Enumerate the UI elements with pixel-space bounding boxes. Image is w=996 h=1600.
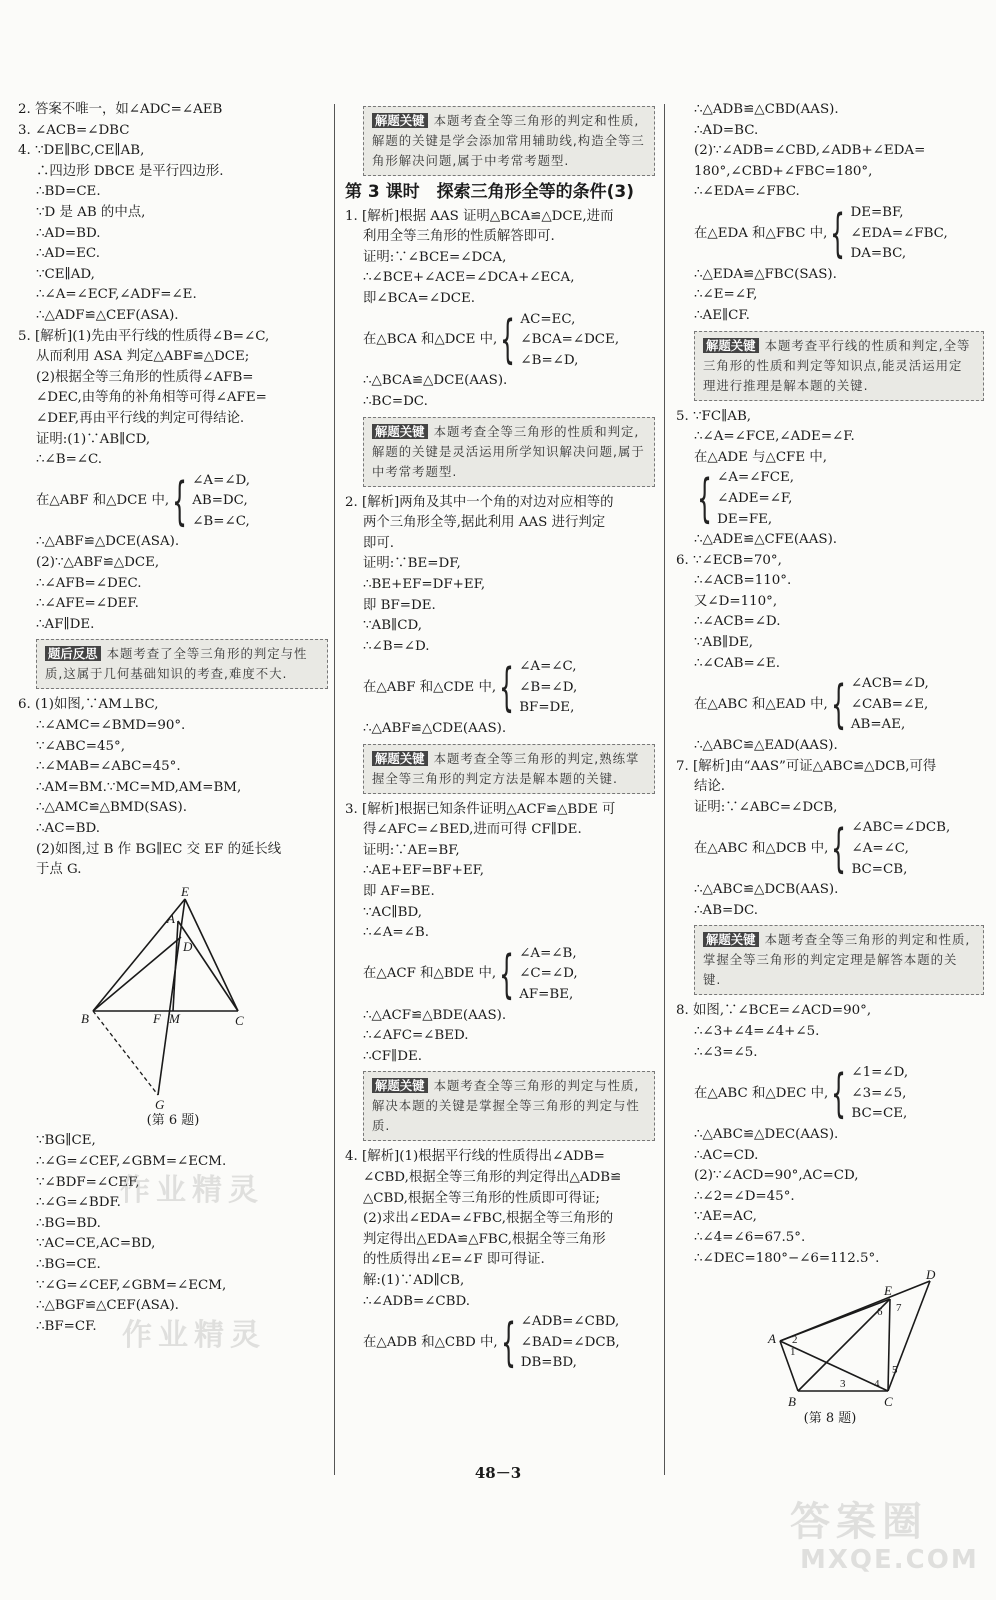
text-line: ∴∠ACB=∠D. <box>694 614 781 630</box>
vertex-label: A <box>167 910 175 926</box>
text-line: ∠DEC,由等角的补角相等可得∠AFE= <box>36 390 267 406</box>
text-line: ∴△ABF≌△DCE(ASA). <box>36 534 180 550</box>
condition: ∠B=∠D, <box>520 352 579 368</box>
condition: ∠EDA=∠FBC, <box>850 225 948 241</box>
equation-system <box>345 944 655 1006</box>
box-label: 题后反思 <box>45 646 101 661</box>
condition: ∠BAD=∠DCB, <box>520 1334 620 1350</box>
text-line: ∴∠B=∠C. <box>36 452 103 468</box>
angle-label: 2 <box>792 1334 798 1347</box>
text-line: 2. 答案不唯一，如∠ADC=∠AEB <box>18 102 223 117</box>
text-line: ∴BE+EF=DF+EF, <box>363 576 486 592</box>
text-line: ∴∠4=∠6=67.5°. <box>694 1229 806 1245</box>
text-line: ∴BG=BD. <box>36 1215 101 1231</box>
text-line: ∠DEF,再由平行线的判定可得结论. <box>36 410 245 426</box>
box-label: 解题关键 <box>372 424 428 439</box>
column-1 <box>18 100 328 1337</box>
text-line: ∴△ABF≌△CDE(AAS). <box>363 721 507 737</box>
condition: AF=BE, <box>519 987 574 1002</box>
text-line: ∵AE=AC, <box>694 1209 757 1225</box>
text-line: ∴∠AFE=∠DEF. <box>36 596 139 612</box>
brace: { <box>500 310 516 371</box>
vertex-label: D <box>183 938 193 954</box>
brace: { <box>831 819 847 880</box>
brace: { <box>172 471 188 532</box>
text-line: ∴CF∥DE. <box>363 1048 423 1064</box>
system-prefix: 在△BCA 和△DCE 中, <box>363 332 498 348</box>
text-line: ∴∠MAB=∠ABC=45°. <box>36 759 181 775</box>
text-line: 7. [解析]由“AAS”可证△ABC≌△DCB,可得 <box>676 758 937 774</box>
system-prefix: 在△ACF 和△BDE 中, <box>363 966 497 982</box>
text-line: ∴BG=CE. <box>36 1256 101 1272</box>
text-line: 证明:(1)∵AB∥CD, <box>36 431 151 447</box>
condition: AB=DC, <box>192 493 248 509</box>
watermark: 作业精灵 <box>120 1173 264 1208</box>
equation-system <box>18 471 328 533</box>
vertex-label: E <box>181 883 189 899</box>
column-divider <box>334 104 335 1475</box>
text-line: ∵AB∥CD, <box>363 618 422 634</box>
text-line: ∴AC=BD. <box>36 821 101 836</box>
text-line: 6. (1)如图,∵AM⊥BC, <box>18 697 159 713</box>
angle-label: 1 <box>790 1346 796 1359</box>
text-line: ∴∠A=∠FCE,∠ADE=∠F. <box>694 429 855 445</box>
text-line: ∴AM=BM.∵MC=MD,AM=BM, <box>36 779 242 795</box>
brace: { <box>499 944 515 1005</box>
watermark-url: MXQE.COM <box>800 1545 979 1575</box>
reflection-box <box>36 639 328 689</box>
key-point-box <box>363 106 655 176</box>
condition: ∠1=∠D, <box>851 1065 909 1081</box>
text-line: ∵D 是 AB 的中点, <box>36 204 146 220</box>
vertex-label: F <box>153 1010 161 1026</box>
condition: DA=BC, <box>850 246 907 262</box>
condition: AB=AE, <box>850 717 906 733</box>
condition: ∠ADE=∠F, <box>717 490 793 506</box>
system-prefix: 在△ABF 和△CDE 中, <box>363 679 497 695</box>
text-line: 结论. <box>694 779 726 795</box>
condition: DE=FE, <box>717 511 773 527</box>
geometry-diagram <box>73 881 273 1111</box>
box-text: 本题考查平行线的性质和判定,全等三角形的性质和判定等知识点,能灵活运用定理进行推理是解本题的关键. <box>703 337 971 393</box>
text-line: ∴AB=DC. <box>694 902 759 918</box>
system-prefix: 在△ABC 和△DEC 中, <box>694 1085 829 1101</box>
text-line: ∴△ABC≌△EAD(AAS). <box>694 738 838 754</box>
text-line: ∴∠3=∠5. <box>694 1044 758 1060</box>
text-line: 4. [解析](1)根据平行线的性质得出∠ADB= <box>345 1149 605 1165</box>
text-line: 5. ∵FC∥AB, <box>676 408 752 424</box>
condition: BF=DE, <box>519 700 575 716</box>
text-line: ∴BC=DC. <box>363 393 428 409</box>
text-line: ∴∠EDA=∠FBC. <box>694 184 800 200</box>
brace: { <box>830 675 846 736</box>
equation-system <box>676 468 984 530</box>
text-line: ∵BG∥CE, <box>36 1133 96 1149</box>
text-line: 180°,∠CBD+∠FBC=180°, <box>694 163 873 179</box>
text-line: ∴AF∥DE. <box>36 616 95 632</box>
text-line: ∵CE∥AD, <box>36 266 95 282</box>
box-label: 解题关键 <box>372 113 428 128</box>
text-line: (2)∵∠ACD=90°,AC=CD, <box>694 1168 859 1184</box>
column-2 <box>345 100 655 1374</box>
vertex-label: M <box>169 1010 180 1026</box>
watermark-logo: 答案圈 <box>790 1499 928 1545</box>
brace: { <box>500 1313 516 1374</box>
text-line: ∵∠ABC=45°, <box>36 738 125 754</box>
text-line: 3. [解析]根据已知条件证明△ACF≌△BDE 可 <box>345 801 616 817</box>
text-line: ∴△BCA≌△DCE(AAS). <box>363 373 508 389</box>
text-line: 判定得出△EDA≌△FBC,根据全等三角形 <box>363 1231 606 1247</box>
text-line: (2)∵∠ADB=∠CBD,∠ADB+∠EDA= <box>694 143 926 159</box>
text-line: ∴∠AFB=∠DEC. <box>36 575 142 591</box>
figure-6 <box>18 881 328 1132</box>
text-line: ∴∠BCE+∠ACE=∠DCA+∠ECA, <box>363 270 575 286</box>
angle-label: 5 <box>892 1364 898 1377</box>
angle-label: 3 <box>840 1378 846 1391</box>
text-line: ∴∠DEC=180°−∠6=112.5°. <box>694 1250 880 1266</box>
condition: ∠B=∠D, <box>519 679 578 695</box>
text-line: ∴△ABC≌△DEC(AAS). <box>694 1126 839 1142</box>
text-line: ∴△ACF≌△BDE(AAS). <box>363 1007 507 1023</box>
text-line: ∴∠AFC=∠BED. <box>363 1028 469 1044</box>
box-text: 本题考查全等三角形的判定,熟练掌握全等三角形的判定方法是解本题的关键. <box>372 750 640 786</box>
text-line: △CBD,根据全等三角形的性质即可得证; <box>363 1190 600 1206</box>
condition: ∠A=∠D, <box>192 472 251 488</box>
condition: ∠BCA=∠DCE, <box>520 332 620 348</box>
text-line: ∴AE+EF=BF+EF, <box>363 863 485 879</box>
text-line: ∴AC=CD. <box>694 1147 759 1163</box>
text-line: ∴△AMC≌△BMD(SAS). <box>36 800 187 816</box>
text-line: ∴∠E=∠F, <box>694 287 758 303</box>
text-line: ∴△EDA≌△FBC(SAS). <box>694 266 837 282</box>
system-prefix: 在△ADB 和△CBD 中, <box>363 1334 498 1350</box>
text-line: 在△ADE 与△CFE 中, <box>694 449 828 465</box>
page-number: 48－3 <box>474 1464 522 1482</box>
condition: ∠A=∠FCE, <box>717 470 794 486</box>
vertex-label: E <box>884 1283 892 1299</box>
box-label: 解题关键 <box>372 751 428 766</box>
text-line: ∴∠3+∠4=∠4+∠5. <box>694 1023 820 1039</box>
text-line: 2. [解析]两角及其中一个角的对边对应相等的 <box>345 494 614 510</box>
column-divider <box>664 104 665 1475</box>
figure-caption: (第 8 题) <box>803 1411 857 1427</box>
system-prefix: 在△ABC 和△EAD 中, <box>694 696 828 712</box>
box-text: 本题考查了全等三角形的判定与性质,这属于几何基础知识的考查,难度不大. <box>45 646 308 682</box>
text-line: 利用全等三角形的性质解答即可. <box>363 229 555 245</box>
brace: { <box>831 1064 847 1125</box>
watermark: 作业精灵 <box>122 1318 266 1353</box>
text-line: ∴∠ADB=∠CBD. <box>363 1293 471 1309</box>
text-line: 8. 如图,∵∠BCE=∠ACD=90°, <box>676 1003 872 1019</box>
angle-label: 6 <box>877 1306 883 1319</box>
text-line: ∵AC=CE,AC=BD, <box>36 1236 156 1252</box>
text-line: 即 BF=DE. <box>363 597 436 613</box>
text-line: 1. [解析]根据 AAS 证明△BCA≌△DCE,进而 <box>345 208 614 224</box>
text-line: (2)如图,过 B 作 BG∥EC 交 EF 的延长线 <box>36 841 282 857</box>
vertex-label: D <box>926 1267 936 1283</box>
equation-system <box>345 657 655 719</box>
condition: DE=BF, <box>850 204 904 220</box>
brace: { <box>697 469 712 530</box>
box-label: 解题关键 <box>703 338 759 353</box>
equation-system <box>676 674 984 736</box>
text-line: 即∠BCA=∠DCE. <box>363 290 476 306</box>
condition: DB=BD, <box>520 1355 577 1371</box>
condition: BC=CB, <box>851 861 908 877</box>
text-line: ∴∠A=∠B. <box>363 925 429 941</box>
text-line: ∴∠AMC=∠BMD=90°. <box>36 718 186 734</box>
box-text: 本题考查全等三角形的判定和性质,掌握全等三角形的判定定理是解答本题的关键. <box>703 932 971 988</box>
equation-system <box>345 1312 655 1374</box>
box-text: 本题考查全等三角形的判定和性质,解题的关键是学会添加常用辅助线,构造全等三角形解决问题,属于中考常考题型. <box>372 113 645 168</box>
box-label: 解题关键 <box>703 932 759 947</box>
text-line: 又∠D=110°, <box>694 593 778 609</box>
text-line: (2)求出∠EDA=∠FBC,根据全等三角形的 <box>363 1211 614 1227</box>
condition: ∠A=∠C, <box>519 659 577 675</box>
text-line: 得∠AFC=∠BED,进而可得 CF∥DE. <box>363 822 582 838</box>
key-point-box <box>694 331 984 401</box>
text-line: 的性质得出∠E=∠F 即可得证. <box>363 1252 545 1268</box>
text-line: 即可. <box>363 535 395 551</box>
system-prefix: 在△EDA 和△FBC 中, <box>694 225 828 241</box>
angle-label: 4 <box>874 1378 880 1391</box>
text-line: ∴AE∥CF. <box>694 307 750 323</box>
text-line: 证明:∵AE=BF, <box>363 842 460 858</box>
text-line: ∴AD=BC. <box>694 122 759 138</box>
column-3 <box>676 100 984 1430</box>
vertex-label: A <box>768 1331 776 1347</box>
section-heading: 第 3 课时 探索三角形全等的条件(3) <box>345 182 635 202</box>
condition: ∠A=∠C, <box>851 841 909 856</box>
box-label: 解题关键 <box>372 1078 428 1093</box>
text-line: ∴∠2=∠D=45°. <box>694 1188 795 1204</box>
condition: ∠A=∠B, <box>519 945 577 961</box>
text-line: ∴∠G=∠CEF,∠GBM=∠ECM. <box>36 1153 227 1169</box>
text-line: 于点 G. <box>36 862 82 878</box>
text-line: 6. ∵∠ECB=70°, <box>676 552 782 568</box>
angle-label: 7 <box>896 1302 902 1315</box>
equation-system <box>676 1063 984 1125</box>
text-line: 两个三角形全等,据此利用 AAS 进行判定 <box>363 515 606 531</box>
text-line: ∴∠A=∠ECF,∠ADF=∠E. <box>36 287 197 303</box>
text-line: 从而利用 ASA 判定△ABF≌△DCE; <box>36 349 250 365</box>
condition: ∠B=∠C, <box>192 513 250 529</box>
text-line: 即 AF=BE. <box>363 884 435 900</box>
text-line: ∴△BGF≌△CEF(ASA). <box>36 1298 179 1314</box>
system-prefix: 在△ABC 和△DCB 中, <box>694 841 829 856</box>
text-line: ∴AD=EC. <box>36 246 100 262</box>
text-line: 证明:∵BE=DF, <box>363 556 461 572</box>
text-line: ∠CBD,根据全等三角形的判定得出△ADB≌ <box>363 1169 622 1185</box>
text-line: (2)∵△ABF≌△DCE, <box>36 555 160 571</box>
text-line: 4. ∵DE∥BC,CE∥AB, <box>18 143 145 159</box>
text-line: ∴△ADB≌△CBD(AAS). <box>694 102 839 117</box>
vertex-label: C <box>235 1012 244 1028</box>
box-text: 本题考查全等三角形的判定与性质,解决本题的关键是掌握全等三角形的判定与性质. <box>372 1078 640 1134</box>
text-line: 证明:∵∠BCE=∠DCA, <box>363 249 507 265</box>
box-text: 本题考查全等三角形的性质和判定,解题的关键是灵活运用所学知识解决问题,属于中考常考题型. <box>372 423 645 479</box>
vertex-label: B <box>788 1394 796 1410</box>
vertex-label: C <box>884 1394 893 1410</box>
equation-system <box>676 818 984 880</box>
condition: ∠CAB=∠E, <box>850 696 929 712</box>
condition: BC=CE, <box>851 1106 908 1122</box>
text-line: ∵AB∥DE, <box>694 635 753 651</box>
text-line: ∴BF=CF. <box>36 1318 97 1334</box>
key-point-box <box>694 925 984 995</box>
condition: AC=EC, <box>520 311 576 327</box>
text-line: ∴BD=CE. <box>36 184 101 200</box>
key-point-box <box>363 744 655 794</box>
key-point-box <box>363 417 655 487</box>
text-line: ∴△ABC≌△DCB(AAS). <box>694 882 839 898</box>
vertex-label: B <box>81 1010 89 1026</box>
text-line: 证明:∵∠ABC=∠DCB, <box>694 799 838 815</box>
text-line: ∴△ADF≌△CEF(ASA). <box>36 307 179 323</box>
condition: ∠ACB=∠D, <box>850 676 929 692</box>
text-line: ∵AC∥BD, <box>363 904 422 920</box>
text-line: ∴∠CAB=∠E. <box>694 655 780 671</box>
text-line: ∴AD=BD. <box>36 225 101 241</box>
text-line: ∴∠ACB=110°. <box>694 573 792 589</box>
text-line: ∴△ADE≌△CFE(AAS). <box>694 532 838 548</box>
figure-8 <box>676 1269 984 1430</box>
condition: ∠ADB=∠CBD, <box>520 1314 620 1330</box>
vertex-label: G <box>155 1096 165 1112</box>
figure-caption: (第 6 题) <box>146 1112 200 1128</box>
condition: ∠ABC=∠DCB, <box>851 820 951 836</box>
text-line: ∴∠B=∠D. <box>363 638 430 654</box>
text-line: ∵∠BDF=∠CEF, <box>36 1174 140 1190</box>
condition: ∠C=∠D, <box>519 966 578 982</box>
system-prefix: 在△ABF 和△DCE 中, <box>36 493 170 509</box>
geometry-diagram <box>730 1267 936 1410</box>
brace: { <box>499 658 515 719</box>
key-point-box <box>363 1071 655 1141</box>
text-line: ∴∠G=∠BDF. <box>36 1195 121 1211</box>
text-line: (2)根据全等三角形的性质得∠AFB= <box>36 369 254 385</box>
text-line: ∵∠G=∠CEF,∠GBM=∠ECM, <box>36 1277 227 1293</box>
condition: ∠3=∠5, <box>851 1085 907 1101</box>
text-line: 解:(1)∵AD∥CB, <box>363 1272 465 1288</box>
text-line: 5. [解析](1)先由平行线的性质得∠B=∠C, <box>18 328 270 344</box>
text-line: 3. ∠ACB=∠DBC <box>18 122 130 138</box>
brace: { <box>830 203 846 264</box>
text-line: ∴四边形 DBCE 是平行四边形. <box>36 163 224 179</box>
equation-system <box>676 203 984 265</box>
equation-system <box>345 310 655 372</box>
